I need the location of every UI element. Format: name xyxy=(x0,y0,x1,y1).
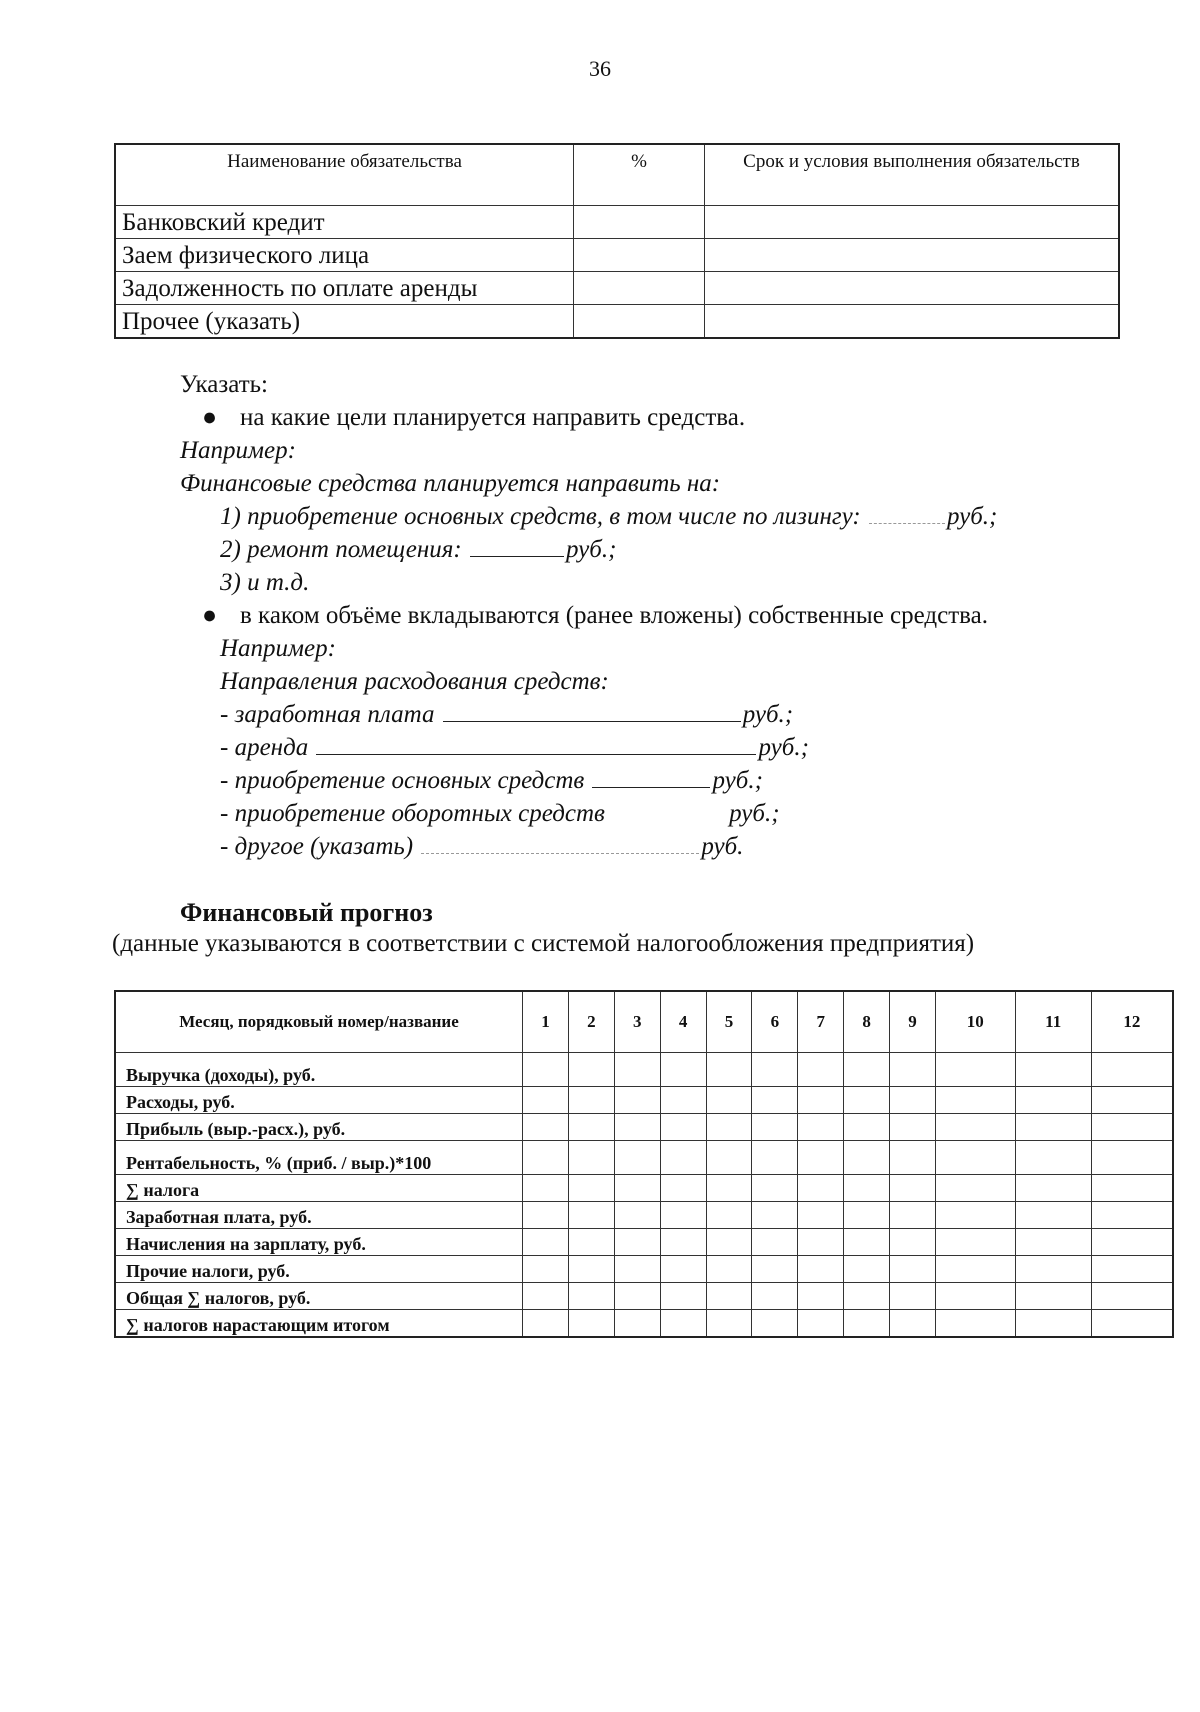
forecast-value-cell xyxy=(660,1141,706,1175)
forecast-value-cell xyxy=(890,1229,936,1256)
blank-line xyxy=(470,534,564,557)
obligation-name-cell: Задолженность по оплате аренды xyxy=(115,272,574,305)
list-item xyxy=(180,500,1140,533)
table-row xyxy=(115,1229,1173,1256)
obligation-terms-cell xyxy=(705,272,1120,305)
forecast-value-cell xyxy=(890,1141,936,1175)
instructions-block xyxy=(180,368,1140,863)
blank-line xyxy=(316,732,756,755)
forecast-value-cell xyxy=(660,1283,706,1310)
forecast-value-cell xyxy=(568,1310,614,1338)
forecast-title: Финансовый прогноз xyxy=(180,898,433,927)
forecast-value-cell xyxy=(752,1114,798,1141)
obligation-name-cell: Заем физического лица xyxy=(115,239,574,272)
forecast-value-cell xyxy=(706,1053,752,1087)
obligations-table xyxy=(114,143,1120,339)
forecast-value-cell xyxy=(844,1114,890,1141)
forecast-value-cell xyxy=(890,1202,936,1229)
list-item xyxy=(180,731,1140,764)
month-header: 6 xyxy=(752,991,798,1053)
obligations-header-terms: Срок и условия выполнения обязательств xyxy=(705,144,1120,206)
forecast-value-cell xyxy=(752,1141,798,1175)
forecast-value-cell xyxy=(752,1175,798,1202)
forecast-row-label: Рентабельность, % (приб. / выр.)*100 xyxy=(115,1141,523,1175)
list-item-text: - другое (указать) xyxy=(220,833,414,860)
forecast-value-cell xyxy=(935,1087,1015,1114)
forecast-value-cell xyxy=(798,1283,844,1310)
forecast-value-cell xyxy=(568,1256,614,1283)
forecast-value-cell xyxy=(568,1202,614,1229)
forecast-value-cell xyxy=(1091,1114,1173,1141)
forecast-row-label: Заработная плата, руб. xyxy=(115,1202,523,1229)
forecast-value-cell xyxy=(844,1087,890,1114)
forecast-value-cell xyxy=(568,1087,614,1114)
example-label: Например: xyxy=(180,437,296,464)
forecast-value-cell xyxy=(614,1175,660,1202)
example-intro: Направления расходования средств: xyxy=(220,668,609,695)
blank-line xyxy=(869,501,945,524)
table-row xyxy=(115,206,1119,239)
forecast-value-cell xyxy=(798,1256,844,1283)
forecast-value-cell xyxy=(523,1283,569,1310)
forecast-value-cell xyxy=(523,1202,569,1229)
forecast-value-cell xyxy=(1091,1087,1173,1114)
forecast-value-cell xyxy=(1091,1141,1173,1175)
forecast-value-cell xyxy=(614,1114,660,1141)
forecast-row-label: ∑ налогов нарастающим итогом xyxy=(115,1310,523,1338)
month-header: 11 xyxy=(1015,991,1091,1053)
forecast-value-cell xyxy=(935,1310,1015,1338)
forecast-value-cell xyxy=(935,1175,1015,1202)
forecast-value-cell xyxy=(844,1053,890,1087)
forecast-value-cell xyxy=(660,1175,706,1202)
table-row xyxy=(115,1310,1173,1338)
obligation-terms-cell xyxy=(705,305,1120,339)
forecast-value-cell xyxy=(568,1229,614,1256)
forecast-value-cell xyxy=(1015,1310,1091,1338)
list-item-text: - заработная плата xyxy=(220,701,435,728)
forecast-value-cell xyxy=(798,1202,844,1229)
forecast-row-label: Начисления на зарплату, руб. xyxy=(115,1229,523,1256)
month-header: 1 xyxy=(523,991,569,1053)
forecast-value-cell xyxy=(935,1053,1015,1087)
forecast-value-cell xyxy=(890,1283,936,1310)
forecast-value-cell xyxy=(798,1114,844,1141)
forecast-row-label: ∑ налога xyxy=(115,1175,523,1202)
forecast-value-cell xyxy=(706,1175,752,1202)
forecast-value-cell xyxy=(660,1229,706,1256)
month-header: 2 xyxy=(568,991,614,1053)
example-intro: Финансовые средства планируется направить на: xyxy=(180,470,721,497)
forecast-value-cell xyxy=(660,1256,706,1283)
forecast-value-cell xyxy=(1015,1256,1091,1283)
list-item xyxy=(180,830,1140,863)
forecast-value-cell xyxy=(935,1256,1015,1283)
obligation-percent-cell xyxy=(574,239,705,272)
forecast-value-cell xyxy=(660,1053,706,1087)
forecast-value-cell xyxy=(1091,1202,1173,1229)
forecast-table xyxy=(114,990,1174,1338)
forecast-value-cell xyxy=(935,1141,1015,1175)
forecast-value-cell xyxy=(568,1114,614,1141)
forecast-value-cell xyxy=(1015,1053,1091,1087)
forecast-value-cell xyxy=(935,1202,1015,1229)
obligations-header-percent: % xyxy=(574,144,705,206)
forecast-value-cell xyxy=(1015,1141,1091,1175)
forecast-value-cell xyxy=(660,1202,706,1229)
example-label: Например: xyxy=(220,635,336,662)
bullet-icon: ● xyxy=(202,404,218,431)
forecast-value-cell xyxy=(1091,1053,1173,1087)
table-row xyxy=(115,239,1119,272)
forecast-value-cell xyxy=(752,1283,798,1310)
forecast-value-cell xyxy=(1091,1229,1173,1256)
forecast-row-label: Прибыль (выр.-расх.), руб. xyxy=(115,1114,523,1141)
forecast-value-cell xyxy=(1015,1114,1091,1141)
blank-line xyxy=(443,699,741,722)
forecast-value-cell xyxy=(844,1229,890,1256)
list-item xyxy=(180,698,1140,731)
list-item-unit: руб.; xyxy=(729,800,780,827)
month-header: 7 xyxy=(798,991,844,1053)
forecast-value-cell xyxy=(752,1087,798,1114)
forecast-value-cell xyxy=(935,1229,1015,1256)
list-item xyxy=(180,764,1140,797)
forecast-value-cell xyxy=(706,1141,752,1175)
forecast-row-label: Расходы, руб. xyxy=(115,1087,523,1114)
forecast-value-cell xyxy=(706,1256,752,1283)
forecast-value-cell xyxy=(798,1229,844,1256)
page-number: 36 xyxy=(589,56,611,81)
list-item-text: 1) приобретение основных средств, в том числе по лизингу: xyxy=(220,503,861,530)
list-item-unit: руб.; xyxy=(566,536,617,563)
forecast-value-cell xyxy=(523,1256,569,1283)
forecast-value-cell xyxy=(523,1310,569,1338)
forecast-value-cell xyxy=(660,1114,706,1141)
forecast-subtitle: (данные указываются в соответствии с системой налогообложения предприятия) xyxy=(112,930,975,957)
forecast-value-cell xyxy=(935,1283,1015,1310)
list-item-unit: руб.; xyxy=(712,767,763,794)
forecast-value-cell xyxy=(523,1053,569,1087)
obligations-header-name: Наименование обязательства xyxy=(115,144,574,206)
list-item-text: 3) и т.д. xyxy=(220,569,310,596)
forecast-row-label: Прочие налоги, руб. xyxy=(115,1256,523,1283)
forecast-value-cell xyxy=(614,1256,660,1283)
list-item-unit: руб. xyxy=(701,833,744,860)
forecast-value-cell xyxy=(844,1283,890,1310)
forecast-value-cell xyxy=(614,1087,660,1114)
table-row xyxy=(115,1202,1173,1229)
forecast-value-cell xyxy=(523,1141,569,1175)
month-header: 3 xyxy=(614,991,660,1053)
forecast-value-cell xyxy=(523,1087,569,1114)
list-item-unit: руб.; xyxy=(742,701,794,728)
forecast-value-cell xyxy=(798,1053,844,1087)
list-item xyxy=(180,533,1140,566)
forecast-value-cell xyxy=(568,1053,614,1087)
forecast-value-cell xyxy=(614,1283,660,1310)
list-item-unit: руб.; xyxy=(758,734,809,761)
forecast-value-cell xyxy=(890,1310,936,1338)
forecast-header-label: Месяц, порядковый номер/название xyxy=(115,991,523,1053)
forecast-value-cell xyxy=(568,1175,614,1202)
forecast-value-cell xyxy=(1091,1256,1173,1283)
forecast-value-cell xyxy=(660,1310,706,1338)
forecast-value-cell xyxy=(844,1141,890,1175)
list-item-text: - приобретение основных средств xyxy=(220,767,585,794)
forecast-value-cell xyxy=(844,1202,890,1229)
list-item-text: - приобретение оборотных средств xyxy=(220,800,605,827)
bullet-item xyxy=(180,599,1140,632)
instructions-heading: Указать: xyxy=(180,371,268,398)
forecast-value-cell xyxy=(660,1087,706,1114)
forecast-value-cell xyxy=(614,1310,660,1338)
forecast-value-cell xyxy=(752,1310,798,1338)
forecast-value-cell xyxy=(752,1256,798,1283)
forecast-value-cell xyxy=(890,1175,936,1202)
forecast-value-cell xyxy=(844,1256,890,1283)
month-header: 12 xyxy=(1091,991,1173,1053)
forecast-value-cell xyxy=(844,1310,890,1338)
forecast-value-cell xyxy=(1015,1283,1091,1310)
table-row xyxy=(115,1114,1173,1141)
bullet-icon: ● xyxy=(202,602,218,629)
forecast-value-cell xyxy=(752,1229,798,1256)
month-header: 5 xyxy=(706,991,752,1053)
table-row xyxy=(115,1053,1173,1087)
list-item xyxy=(180,797,1140,830)
table-row xyxy=(115,1141,1173,1175)
obligation-percent-cell xyxy=(574,206,705,239)
forecast-value-cell xyxy=(706,1114,752,1141)
forecast-value-cell xyxy=(614,1053,660,1087)
forecast-value-cell xyxy=(1091,1310,1173,1338)
forecast-value-cell xyxy=(798,1310,844,1338)
table-row xyxy=(115,1283,1173,1310)
forecast-value-cell xyxy=(523,1114,569,1141)
table-row xyxy=(115,1256,1173,1283)
forecast-header-row xyxy=(115,991,1173,1053)
blank-line xyxy=(421,831,699,854)
obligation-name-cell: Прочее (указать) xyxy=(115,305,574,339)
month-header: 8 xyxy=(844,991,890,1053)
obligation-name-cell: Банковский кредит xyxy=(115,206,574,239)
forecast-value-cell xyxy=(890,1087,936,1114)
forecast-value-cell xyxy=(523,1175,569,1202)
list-item-unit: руб.; xyxy=(946,503,998,530)
table-row xyxy=(115,272,1119,305)
table-row xyxy=(115,1175,1173,1202)
list-item-text: - аренда xyxy=(220,734,309,761)
forecast-value-cell xyxy=(798,1087,844,1114)
forecast-value-cell xyxy=(1091,1175,1173,1202)
bullet-item xyxy=(180,401,1140,434)
obligation-terms-cell xyxy=(705,239,1120,272)
forecast-row-label: Выручка (доходы), руб. xyxy=(115,1053,523,1087)
forecast-value-cell xyxy=(890,1114,936,1141)
bullet-text: на какие цели планируется направить средства. xyxy=(240,404,746,431)
forecast-value-cell xyxy=(568,1141,614,1175)
forecast-value-cell xyxy=(614,1229,660,1256)
table-row xyxy=(115,305,1119,339)
forecast-value-cell xyxy=(614,1141,660,1175)
forecast-value-cell xyxy=(1015,1087,1091,1114)
month-header: 9 xyxy=(890,991,936,1053)
forecast-value-cell xyxy=(752,1202,798,1229)
forecast-value-cell xyxy=(798,1141,844,1175)
blank-line xyxy=(592,765,710,788)
forecast-value-cell xyxy=(568,1283,614,1310)
forecast-value-cell xyxy=(706,1310,752,1338)
list-item xyxy=(180,566,1140,599)
forecast-value-cell xyxy=(798,1175,844,1202)
obligation-percent-cell xyxy=(574,305,705,339)
list-item-text: 2) ремонт помещения: xyxy=(220,536,462,563)
forecast-value-cell xyxy=(1015,1175,1091,1202)
table-row xyxy=(115,1087,1173,1114)
forecast-value-cell xyxy=(890,1256,936,1283)
forecast-value-cell xyxy=(752,1053,798,1087)
obligation-percent-cell xyxy=(574,272,705,305)
forecast-value-cell xyxy=(706,1283,752,1310)
forecast-value-cell xyxy=(706,1229,752,1256)
forecast-value-cell xyxy=(706,1202,752,1229)
bullet-text: в каком объёме вкладываются (ранее вложены) собственные средства. xyxy=(240,602,988,629)
month-header: 4 xyxy=(660,991,706,1053)
forecast-value-cell xyxy=(523,1229,569,1256)
forecast-value-cell xyxy=(1015,1202,1091,1229)
forecast-value-cell xyxy=(890,1053,936,1087)
forecast-value-cell xyxy=(1015,1229,1091,1256)
obligations-header-row xyxy=(115,144,1119,206)
forecast-value-cell xyxy=(614,1202,660,1229)
obligation-terms-cell xyxy=(705,206,1120,239)
forecast-value-cell xyxy=(706,1087,752,1114)
forecast-value-cell xyxy=(935,1114,1015,1141)
forecast-value-cell xyxy=(844,1175,890,1202)
month-header: 10 xyxy=(935,991,1015,1053)
forecast-value-cell xyxy=(1091,1283,1173,1310)
forecast-row-label: Общая ∑ налогов, руб. xyxy=(115,1283,523,1310)
